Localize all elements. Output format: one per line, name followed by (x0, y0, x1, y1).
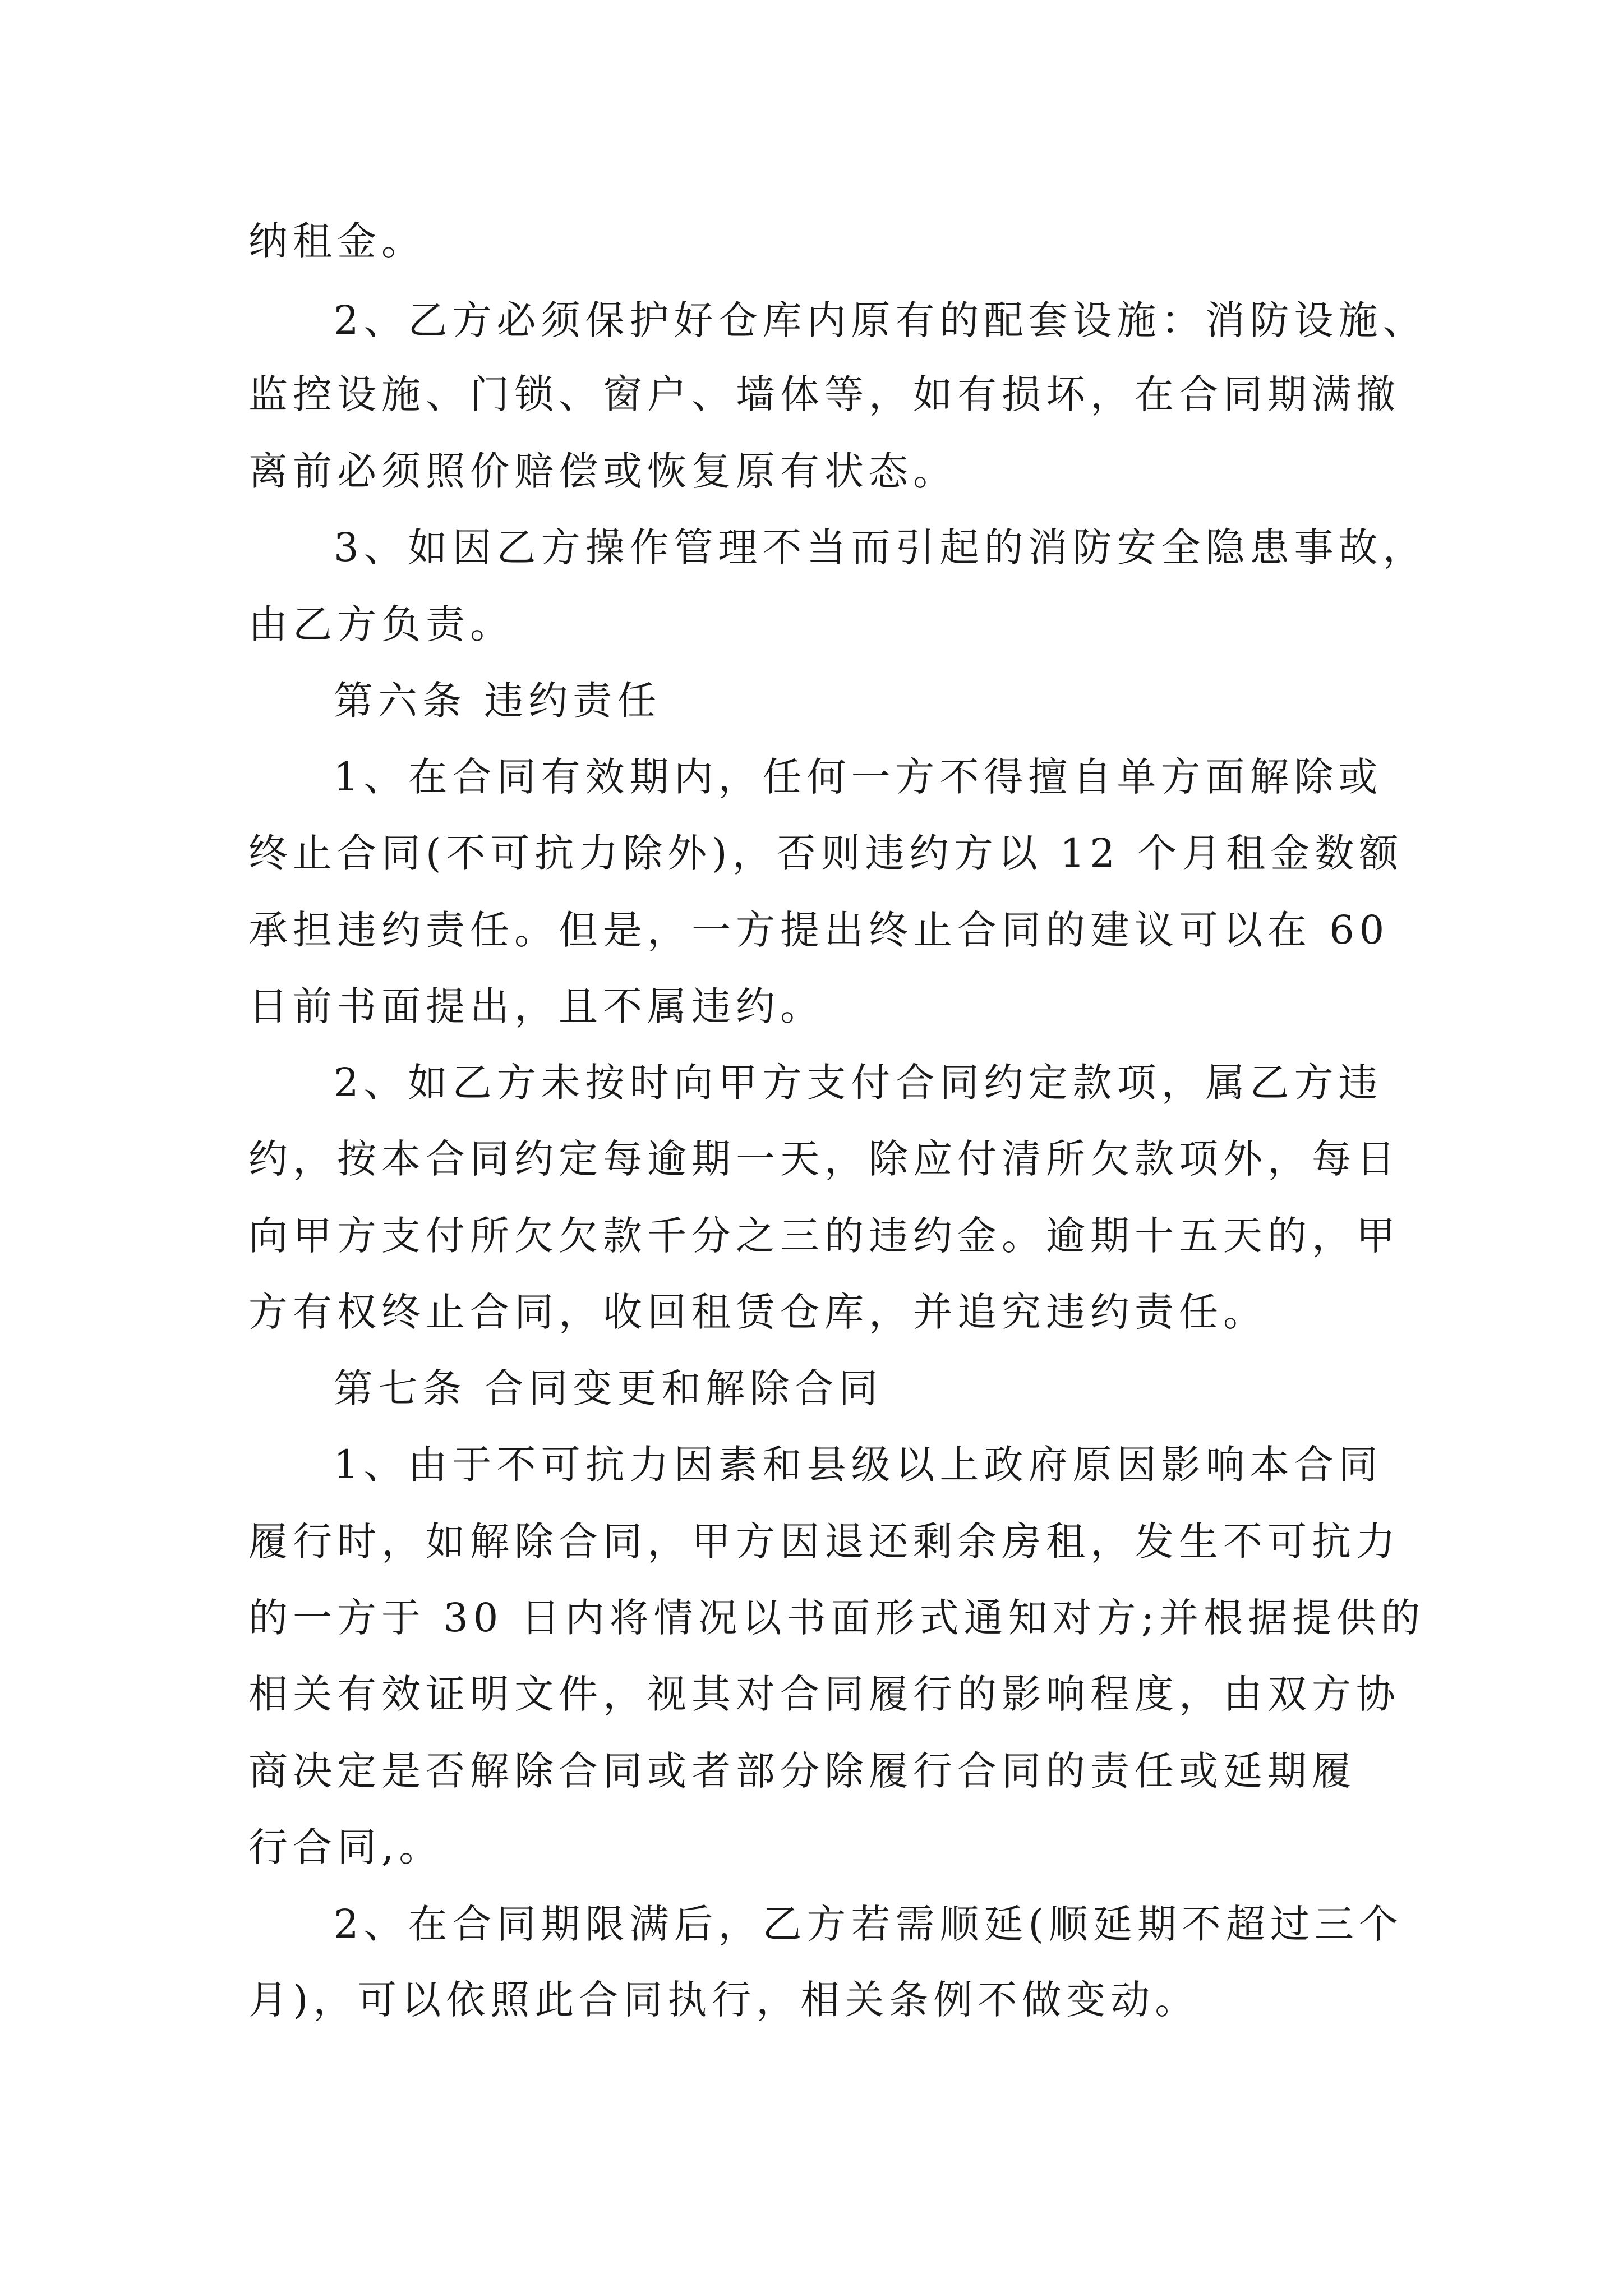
text-line: 约，按本合同约定每逾期一天，除应付清所欠款项外，每日 (248, 1136, 1400, 1182)
text-line: 2、乙方必须保护好仓库内原有的配套设施：消防设施、 (334, 297, 1427, 343)
text-line: 商决定是否解除合同或者部分除履行合同的责任或延期履 (248, 1748, 1356, 1794)
text-line: 方有权终止合同，收回租赁仓库，并追究违约责任。 (248, 1289, 1267, 1335)
text-line: 纳租金。 (248, 218, 426, 264)
text-line: 1、由于不可抗力因素和县级以上政府原因影响本合同 (334, 1442, 1383, 1488)
text-line: 离前必须照价赔偿或恢复原有状态。 (248, 448, 957, 494)
text-line: 承担违约责任。但是，一方提出终止合同的建议可以在 60 (248, 907, 1390, 953)
text-line: 向甲方支付所欠欠款千分之三的违约金。逾期十五天的，甲 (248, 1213, 1400, 1259)
text-line: 相关有效证明文件，视其对合同履行的影响程度，由双方协 (248, 1671, 1400, 1717)
text-line: 2、如乙方未按时向甲方支付合同约定款项，属乙方违 (334, 1060, 1383, 1106)
section-heading: 第七条 合同变更和解除合同 (334, 1365, 883, 1411)
text-line: 1、在合同有效期内，任何一方不得擅自单方面解除或 (334, 754, 1383, 800)
text-line: 行合同,。 (248, 1824, 444, 1870)
text-line: 监控设施、门锁、窗户、墙体等，如有损坏，在合同期满撤 (248, 371, 1400, 417)
text-line: 终止合同(不可抗力除外)，否则违约方以 12 个月租金数额 (248, 830, 1404, 876)
section-heading: 第六条 违约责任 (334, 678, 662, 724)
text-line: 日前书面提出，且不属违约。 (248, 983, 824, 1029)
text-line: 的一方于 30 日内将情况以书面形式通知对方;并根据提供的 (248, 1595, 1426, 1641)
text-line: 3、如因乙方操作管理不当而引起的消防安全隐患事故， (334, 524, 1427, 570)
text-line: 月)，可以依照此合同执行，相关条例不做变动。 (248, 1977, 1200, 2023)
text-line: 由乙方负责。 (248, 601, 514, 647)
text-line: 履行时，如解除合同，甲方因退还剩余房租，发生不可抗力 (248, 1519, 1400, 1565)
text-line: 2、在合同期限满后，乙方若需顺延(顺延期不超过三个 (334, 1901, 1403, 1947)
